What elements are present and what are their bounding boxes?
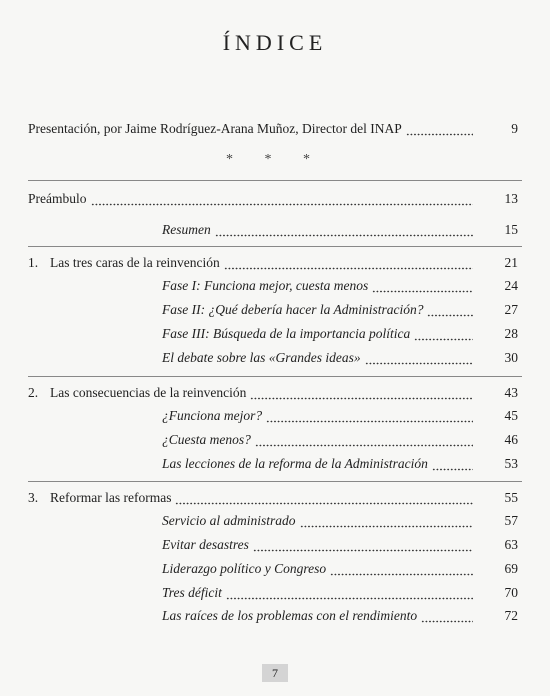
entry-page: 9	[511, 121, 518, 136]
entry-label: ¿Funciona mejor?	[162, 408, 263, 423]
entry-page: 57	[504, 513, 518, 528]
entry-label: ¿Cuesta menos?	[162, 432, 251, 447]
entry-label: Tres déficit	[162, 585, 222, 600]
entry-label: Liderazgo político y Congreso	[162, 561, 327, 576]
entry-label: Servicio al administrado	[162, 513, 296, 528]
entry-label: Presentación, por Jaime Rodríguez-Arana Muñoz, Director del INAP	[28, 121, 402, 136]
entry-page: 63	[504, 537, 518, 552]
entry-label: Las raíces de los problemas con el rendimiento	[162, 608, 418, 623]
dot-leader	[224, 254, 473, 272]
entry-label: Las consecuencias de la reinvención	[50, 385, 247, 400]
entry-page: 15	[504, 222, 518, 237]
toc-entry[interactable]	[162, 407, 518, 425]
toc-entry-section-2[interactable]	[28, 384, 518, 402]
dot-leader	[330, 560, 473, 578]
dot-leader	[250, 384, 473, 402]
dot-leader	[414, 325, 473, 343]
dot-leader	[432, 455, 473, 473]
dot-leader	[255, 431, 473, 449]
toc-entry[interactable]	[162, 277, 518, 295]
entry-label: Fase I: Funciona mejor, cuesta menos	[162, 278, 369, 293]
toc-entry-section-3[interactable]	[28, 489, 518, 507]
divider	[28, 246, 522, 247]
toc-entry[interactable]	[162, 584, 518, 602]
divider	[28, 376, 522, 377]
toc-entry-preambulo[interactable]	[28, 190, 518, 208]
toc-entry-resumen[interactable]	[162, 221, 518, 239]
dot-leader	[421, 607, 473, 625]
entry-page: 55	[504, 490, 518, 505]
toc-entry[interactable]	[162, 325, 518, 343]
entry-label: Las lecciones de la reforma de la Administración	[162, 456, 428, 471]
section-number: 1.	[28, 255, 39, 270]
dot-leader	[253, 536, 473, 554]
entry-label: Las tres caras de la reinvención	[50, 255, 220, 270]
dot-leader	[266, 407, 473, 425]
entry-page: 46	[504, 432, 518, 447]
toc-entry[interactable]	[162, 431, 518, 449]
dot-leader	[215, 221, 473, 239]
toc-entry[interactable]	[162, 301, 518, 319]
toc-entry[interactable]	[162, 536, 518, 554]
entry-page: 69	[504, 561, 518, 576]
entry-page: 30	[504, 350, 518, 365]
entry-label: Evitar desastres	[162, 537, 249, 552]
dot-leader	[365, 349, 473, 367]
entry-page: 72	[504, 608, 518, 623]
dot-leader	[91, 190, 474, 208]
entry-page: 21	[504, 255, 518, 270]
entry-label: Fase II: ¿Qué debería hacer la Administración?	[162, 302, 424, 317]
toc-entry[interactable]	[162, 455, 518, 473]
toc-entry-section-1[interactable]	[28, 254, 518, 272]
entry-page: 45	[504, 408, 518, 423]
dot-leader	[175, 489, 473, 507]
section-number: 3.	[28, 490, 39, 505]
entry-label: Resumen	[162, 222, 211, 237]
toc-entry-presentacion[interactable]	[28, 120, 518, 138]
entry-page: 70	[504, 585, 518, 600]
dot-leader	[406, 120, 473, 138]
page-number: 7	[262, 664, 288, 682]
section-separator: * * *	[226, 152, 324, 167]
entry-label: El debate sobre las «Grandes ideas»	[162, 350, 361, 365]
entry-page: 53	[504, 456, 518, 471]
entry-page: 27	[504, 302, 518, 317]
section-number: 2.	[28, 385, 39, 400]
dot-leader	[226, 584, 473, 602]
toc-entry[interactable]	[162, 512, 518, 530]
divider	[28, 481, 522, 482]
dot-leader	[300, 512, 474, 530]
dot-leader	[372, 277, 473, 295]
dot-leader	[427, 301, 473, 319]
entry-page: 43	[504, 385, 518, 400]
entry-page: 13	[504, 191, 518, 206]
entry-label: Preámbulo	[28, 191, 87, 206]
page-title: ÍNDICE	[222, 30, 328, 55]
toc-entry[interactable]	[162, 349, 518, 367]
entry-label: Reformar las reformas	[50, 490, 172, 505]
divider	[28, 180, 522, 181]
entry-page: 24	[504, 278, 518, 293]
entry-label: Fase III: Búsqueda de la importancia política	[162, 326, 411, 341]
toc-entry[interactable]	[162, 607, 518, 625]
toc-entry[interactable]	[162, 560, 518, 578]
entry-page: 28	[504, 326, 518, 341]
